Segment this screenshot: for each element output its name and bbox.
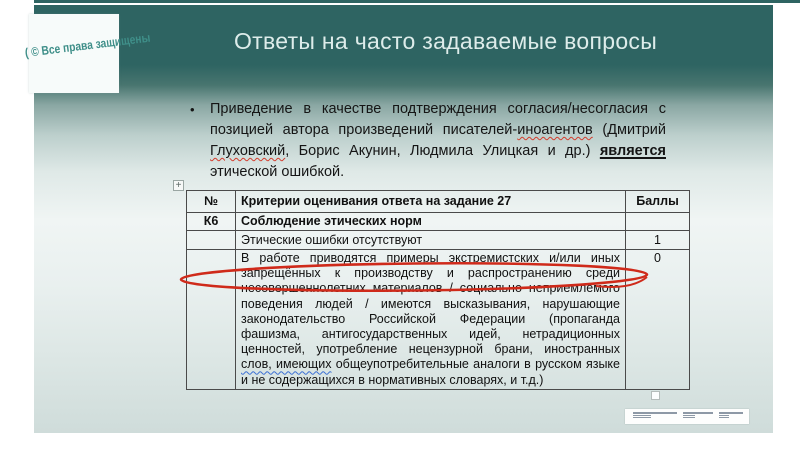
bullet-text-part: Приведение в качестве подтверждения согласия/несогласия с позицией автора произведений писателей-	[210, 101, 666, 138]
bullet-text-part: (Дмитрий	[592, 122, 666, 138]
emphasized-word: является	[599, 143, 666, 159]
thumbnail-line	[719, 417, 729, 418]
table-header-row	[187, 191, 690, 213]
spellcheck-word-glukhovsky: Глуховский	[210, 143, 286, 159]
thumbnail-line	[633, 415, 651, 416]
bullet-icon: •	[190, 102, 195, 117]
cell-points-k6	[626, 213, 690, 231]
thumbnail-line	[683, 415, 695, 416]
table-move-handle-icon[interactable]: +	[173, 180, 184, 191]
cell-criteria-no-errors: Этические ошибки отсутствуют	[236, 231, 626, 250]
cell-criteria-k6: Соблюдение этических норм	[236, 213, 626, 231]
thumbnail-line	[683, 417, 695, 418]
cell-points-0: 0	[626, 250, 690, 390]
cell-criteria-errors	[236, 250, 626, 390]
bullet-text-part: этической ошибкой.	[210, 164, 345, 180]
slide-title: Ответы на часто задаваемые вопросы	[233, 28, 658, 54]
table-row-no-errors	[187, 231, 690, 250]
cell-num-k6: К6	[187, 213, 236, 231]
header-cell-num: №	[187, 191, 236, 213]
thumbnail-column	[633, 412, 677, 419]
header-cell-criteria: Критерии оценивания ответа на задание 27	[236, 191, 626, 213]
spellcheck-word-inoagents: иноагентов	[517, 122, 593, 138]
bullet-text-part: , Борис Акунин, Людмила Улицкая и др.)	[285, 143, 600, 159]
table-row-errors	[187, 250, 690, 390]
thumbnail-line	[683, 412, 713, 414]
cell-num-empty	[187, 231, 236, 250]
thumbnail-line	[719, 412, 743, 414]
copyright-watermark-text: ( © Все права защищены	[24, 30, 152, 60]
thumbnail-line	[719, 415, 729, 416]
cell-num-empty	[187, 250, 236, 390]
table-resize-handle[interactable]	[651, 391, 660, 400]
thumbnail-line	[633, 412, 677, 414]
thumbnail-column	[683, 412, 713, 419]
top-border-line	[34, 0, 800, 3]
errors-text-part: В работе приводятся примеры экстремистских и/или иных запрещённых к производству и распространению среди несовершеннолетних материалов / социально неприемлемого поведения людей / имеются высказывания, нарушающие законодательство Российской Федерации (пропаганда фашизма, антигосударственных идей, нетрадиционных ценностей, употребление нецензурной брани, иностранных	[241, 251, 620, 357]
bullet-paragraph	[184, 99, 666, 183]
table-row-k6	[187, 213, 690, 231]
errors-text-part: общеупотребительные аналоги в русском языке и не содержащихся в нормативных словарях, и т.д.)	[241, 357, 620, 387]
cell-points-1: 1	[626, 231, 690, 250]
criteria-table	[186, 190, 690, 390]
header-cell-points: Баллы	[626, 191, 690, 213]
bullet-text	[210, 99, 666, 183]
tiny-citations-thumbnail	[625, 409, 749, 424]
thumbnail-column	[719, 412, 743, 419]
copyright-watermark	[24, 14, 152, 93]
grammar-check-phrase: слов, имеющих	[241, 357, 332, 372]
thumbnail-line	[633, 417, 651, 418]
